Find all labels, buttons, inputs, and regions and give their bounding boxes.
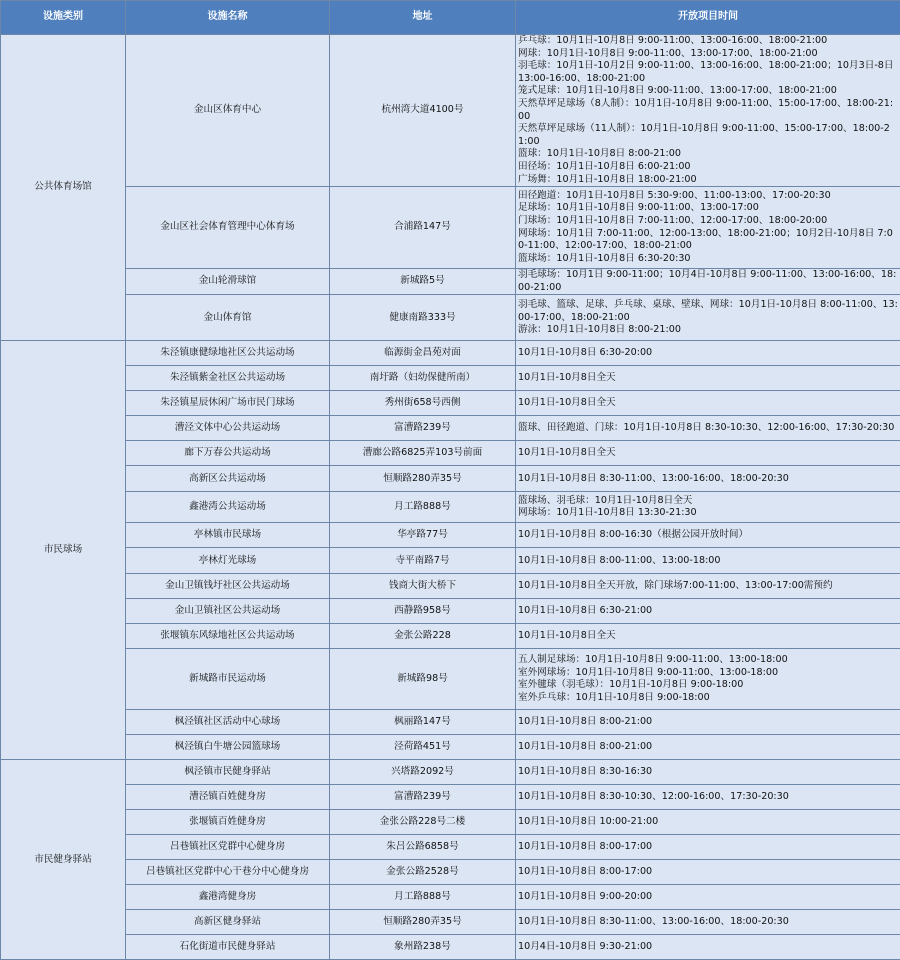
hours-line: 10月1日-10月8日全天 [518, 397, 898, 410]
table-row [1, 466, 900, 492]
table-row [1, 935, 900, 960]
table-row [1, 366, 900, 391]
hours-line: 10月1日-10月8日 6:30-21:00 [518, 605, 898, 618]
facility-name-cell: 鑫港湾健身房 [126, 885, 330, 910]
address-cell: 金张公路2528号 [330, 860, 516, 885]
hours-line: 乒乓球：10月1日-10月8日 9:00-11:00、13:00-16:00、18:00-21:00 [518, 35, 898, 48]
table-row [1, 860, 900, 885]
hours-line: 10月1日-10月8日 8:00-21:00 [518, 741, 898, 754]
hours-line: 门球场：10月1日-10月8日 7:00-11:00、12:00-17:00、18:00-20:00 [518, 215, 898, 228]
address-cell: 兴塔路2092号 [330, 760, 516, 785]
address-cell: 金张公路228号二楼 [330, 810, 516, 835]
table-row [1, 574, 900, 599]
hours-line: 网球场：10月1日 7:00-11:00、12:00-13:00、18:00-21:00；10月2日-10月8日 7:00-11:00、12:00-17:00、18:00-21:00 [518, 228, 898, 253]
hours-line: 篮球：10月1日-10月8日 8:00-21:00 [518, 148, 898, 161]
facility-name-cell: 漕泾镇百姓健身房 [126, 785, 330, 810]
hours-cell [516, 910, 900, 935]
hours-cell [516, 295, 900, 341]
facility-name-cell: 金山卫镇钱圩社区公共运动场 [126, 574, 330, 599]
hours-line: 室外乒乓球：10月1日-10月8日 9:00-18:00 [518, 692, 898, 705]
hours-cell [516, 492, 900, 523]
header-hours: 开放项目时间 [516, 1, 900, 35]
table-row [1, 710, 900, 735]
address-cell: 朱吕公路6858号 [330, 835, 516, 860]
facility-name-cell: 吕巷镇社区党群中心健身房 [126, 835, 330, 860]
facility-name-cell: 新城路市民运动场 [126, 649, 330, 710]
table-row [1, 760, 900, 785]
hours-cell [516, 366, 900, 391]
header-address: 地址 [330, 1, 516, 35]
hours-line: 篮球场：10月1日-10月8日 6:30-20:30 [518, 253, 898, 266]
hours-line: 10月1日-10月8日 8:00-16:30（根据公园开放时间） [518, 529, 898, 542]
facility-name-cell: 朱泾镇康健绿地社区公共运动场 [126, 341, 330, 366]
table-row [1, 187, 900, 269]
table-body [1, 35, 900, 960]
facility-name-cell: 亭林镇市民球场 [126, 523, 330, 548]
hours-line: 五人制足球场：10月1日-10月8日 9:00-11:00、13:00-18:00 [518, 654, 898, 667]
address-cell: 金张公路228 [330, 624, 516, 649]
address-cell: 恒顺路280弄35号 [330, 910, 516, 935]
hours-line: 篮球场、羽毛球：10月1日-10月8日全天 [518, 495, 898, 508]
hours-line: 笼式足球：10月1日-10月8日 9:00-11:00、13:00-17:00、18:00-21:00 [518, 85, 898, 98]
hours-line: 篮球、田径跑道、门球：10月1日-10月8日 8:30-10:30、12:00-16:00、17:30-20:30 [518, 422, 898, 435]
hours-cell [516, 441, 900, 466]
address-cell: 杭州湾大道4100号 [330, 35, 516, 187]
hours-cell [516, 760, 900, 785]
table-row [1, 624, 900, 649]
table-row [1, 391, 900, 416]
hours-line: 网球场：10月1日-10月8日 13:30-21:30 [518, 507, 898, 520]
address-cell: 恒顺路280弄35号 [330, 466, 516, 492]
hours-line: 10月1日-10月8日 8:00-21:00 [518, 716, 898, 729]
facility-name-cell: 漕泾文体中心公共运动场 [126, 416, 330, 441]
facility-name-cell: 鑫港湾公共运动场 [126, 492, 330, 523]
hours-line: 10月1日-10月8日 6:30-20:00 [518, 347, 898, 360]
address-cell: 钱商大街大桥下 [330, 574, 516, 599]
address-cell: 泾荷路451号 [330, 735, 516, 760]
address-cell: 华亭路77号 [330, 523, 516, 548]
hours-cell [516, 735, 900, 760]
hours-line: 室外毽球（羽毛球）：10月1日-10月8日 9:00-18:00 [518, 679, 898, 692]
hours-line: 10月1日-10月8日 8:30-10:30、12:00-16:00、17:30-20:30 [518, 791, 898, 804]
facility-name-cell: 张堰镇东风绿地社区公共运动场 [126, 624, 330, 649]
table-row [1, 35, 900, 187]
header-row [1, 1, 900, 35]
table-row [1, 735, 900, 760]
hours-line: 10月1日-10月8日 8:00-11:00、13:00-18:00 [518, 555, 898, 568]
table-row [1, 548, 900, 574]
address-cell: 健康南路333号 [330, 295, 516, 341]
hours-line: 田径场：10月1日-10月8日 6:00-21:00 [518, 161, 898, 174]
hours-line: 羽毛球、篮球、足球、乒乓球、桌球、壁球、网球：10月1日-10月8日 8:00-11:00、13:00-17:00、18:00-21:00 [518, 299, 898, 324]
address-cell: 新城路98号 [330, 649, 516, 710]
hours-line: 10月4日-10月8日 9:30-21:00 [518, 941, 898, 954]
hours-cell [516, 885, 900, 910]
facility-name-cell: 金山体育馆 [126, 295, 330, 341]
address-cell: 合浦路147号 [330, 187, 516, 269]
facility-name-cell: 吕巷镇社区党群中心干巷分中心健身房 [126, 860, 330, 885]
address-cell: 象州路238号 [330, 935, 516, 960]
hours-line: 10月1日-10月8日 8:30-11:00、13:00-16:00、18:00-20:30 [518, 916, 898, 929]
table-row [1, 295, 900, 341]
facility-name-cell: 金山轮滑球馆 [126, 269, 330, 295]
table-row [1, 885, 900, 910]
table-row [1, 835, 900, 860]
address-cell: 寺平南路7号 [330, 548, 516, 574]
hours-cell [516, 391, 900, 416]
hours-cell [516, 835, 900, 860]
hours-line: 田径跑道：10月1日-10月8日 5:30-9:00、11:00-13:00、17:00-20:30 [518, 190, 898, 203]
table-row [1, 523, 900, 548]
table-row [1, 649, 900, 710]
hours-cell [516, 860, 900, 885]
hours-line: 10月1日-10月8日全天 [518, 447, 898, 460]
facility-name-cell: 金山区社会体育管理中心体育场 [126, 187, 330, 269]
facility-name-cell: 金山卫镇社区公共运动场 [126, 599, 330, 624]
hours-line: 游泳：10月1日-10月8日 8:00-21:00 [518, 324, 898, 337]
hours-line: 10月1日-10月8日 9:00-20:00 [518, 891, 898, 904]
hours-line: 天然草坪足球场（11人制）：10月1日-10月8日 9:00-11:00、15:00-17:00、18:00-21:00 [518, 123, 898, 148]
address-cell: 枫丽路147号 [330, 710, 516, 735]
table-row [1, 492, 900, 523]
hours-cell [516, 935, 900, 960]
hours-cell [516, 35, 900, 187]
hours-line: 天然草坪足球场（8人制）：10月1日-10月8日 9:00-11:00、15:00-17:00、18:00-21:00 [518, 98, 898, 123]
address-cell: 富漕路239号 [330, 785, 516, 810]
hours-line: 10月1日-10月8日全天开放，除门球场7:00-11:00、13:00-17:00需预约 [518, 580, 898, 593]
facility-name-cell: 枫泾镇白牛塘公园篮球场 [126, 735, 330, 760]
address-cell: 月工路888号 [330, 885, 516, 910]
hours-line: 羽毛球：10月1日-10月2日 9:00-11:00、13:00-16:00、18:00-21:00；10月3日-8日 13:00-16:00、18:00-21:00 [518, 60, 898, 85]
hours-line: 网球：10月1日-10月8日 9:00-11:00、13:00-17:00、18:00-21:00 [518, 48, 898, 61]
table-row [1, 416, 900, 441]
address-cell: 南圩路（妇幼保健所南） [330, 366, 516, 391]
facility-name-cell: 枫泾镇市民健身驿站 [126, 760, 330, 785]
hours-line: 羽毛球场：10月1日 9:00-11:00；10月4日-10月8日 9:00-11:00、13:00-16:00、18:00-21:00 [518, 269, 898, 294]
table-row [1, 785, 900, 810]
address-cell: 月工路888号 [330, 492, 516, 523]
address-cell: 新城路5号 [330, 269, 516, 295]
hours-cell [516, 466, 900, 492]
facility-name-cell: 枫泾镇社区活动中心球场 [126, 710, 330, 735]
facility-name-cell: 金山区体育中心 [126, 35, 330, 187]
hours-cell [516, 710, 900, 735]
hours-cell [516, 599, 900, 624]
table-row [1, 810, 900, 835]
facility-name-cell: 亭林灯光球场 [126, 548, 330, 574]
table-row [1, 599, 900, 624]
hours-cell [516, 574, 900, 599]
address-cell: 秀州街658号西侧 [330, 391, 516, 416]
address-cell: 富漕路239号 [330, 416, 516, 441]
hours-line: 10月1日-10月8日 8:00-17:00 [518, 841, 898, 854]
hours-cell [516, 810, 900, 835]
facility-name-cell: 廊下万春公共运动场 [126, 441, 330, 466]
category-cell: 公共体育场馆 [1, 35, 126, 341]
hours-line: 10月1日-10月8日 8:30-16:30 [518, 766, 898, 779]
table-row [1, 910, 900, 935]
hours-cell [516, 269, 900, 295]
address-cell: 西静路958号 [330, 599, 516, 624]
facility-name-cell: 朱泾镇紫金社区公共运动场 [126, 366, 330, 391]
hours-cell [516, 548, 900, 574]
hours-line: 足球场：10月1日-10月8日 9:00-11:00、13:00-17:00 [518, 202, 898, 215]
table-row [1, 441, 900, 466]
hours-line: 10月1日-10月8日 8:00-17:00 [518, 866, 898, 879]
facility-name-cell: 朱泾镇星辰休闲广场市民门球场 [126, 391, 330, 416]
hours-line: 广场舞：10月1日-10月8日 18:00-21:00 [518, 174, 898, 187]
address-cell: 漕廊公路6825弄103号前面 [330, 441, 516, 466]
facility-name-cell: 石化街道市民健身驿站 [126, 935, 330, 960]
table-row [1, 269, 900, 295]
table-row [1, 341, 900, 366]
hours-line: 10月1日-10月8日 10:00-21:00 [518, 816, 898, 829]
category-cell: 市民球场 [1, 341, 126, 760]
hours-line: 室外网球场：10月1日-10月8日 9:00-11:00、13:00-18:00 [518, 667, 898, 680]
header-name: 设施名称 [126, 1, 330, 35]
hours-cell [516, 624, 900, 649]
facility-name-cell: 高新区公共运动场 [126, 466, 330, 492]
address-cell: 临源街金昌苑对面 [330, 341, 516, 366]
hours-cell [516, 649, 900, 710]
hours-cell [516, 523, 900, 548]
category-cell: 市民健身驿站 [1, 760, 126, 960]
hours-line: 10月1日-10月8日全天 [518, 630, 898, 643]
facility-name-cell: 张堰镇百姓健身房 [126, 810, 330, 835]
hours-line: 10月1日-10月8日 8:30-11:00、13:00-16:00、18:00-20:30 [518, 473, 898, 486]
facility-name-cell: 高新区健身驿站 [126, 910, 330, 935]
hours-cell [516, 341, 900, 366]
hours-line: 10月1日-10月8日全天 [518, 372, 898, 385]
hours-cell [516, 785, 900, 810]
hours-cell [516, 416, 900, 441]
hours-cell [516, 187, 900, 269]
header-category: 设施类别 [1, 1, 126, 35]
